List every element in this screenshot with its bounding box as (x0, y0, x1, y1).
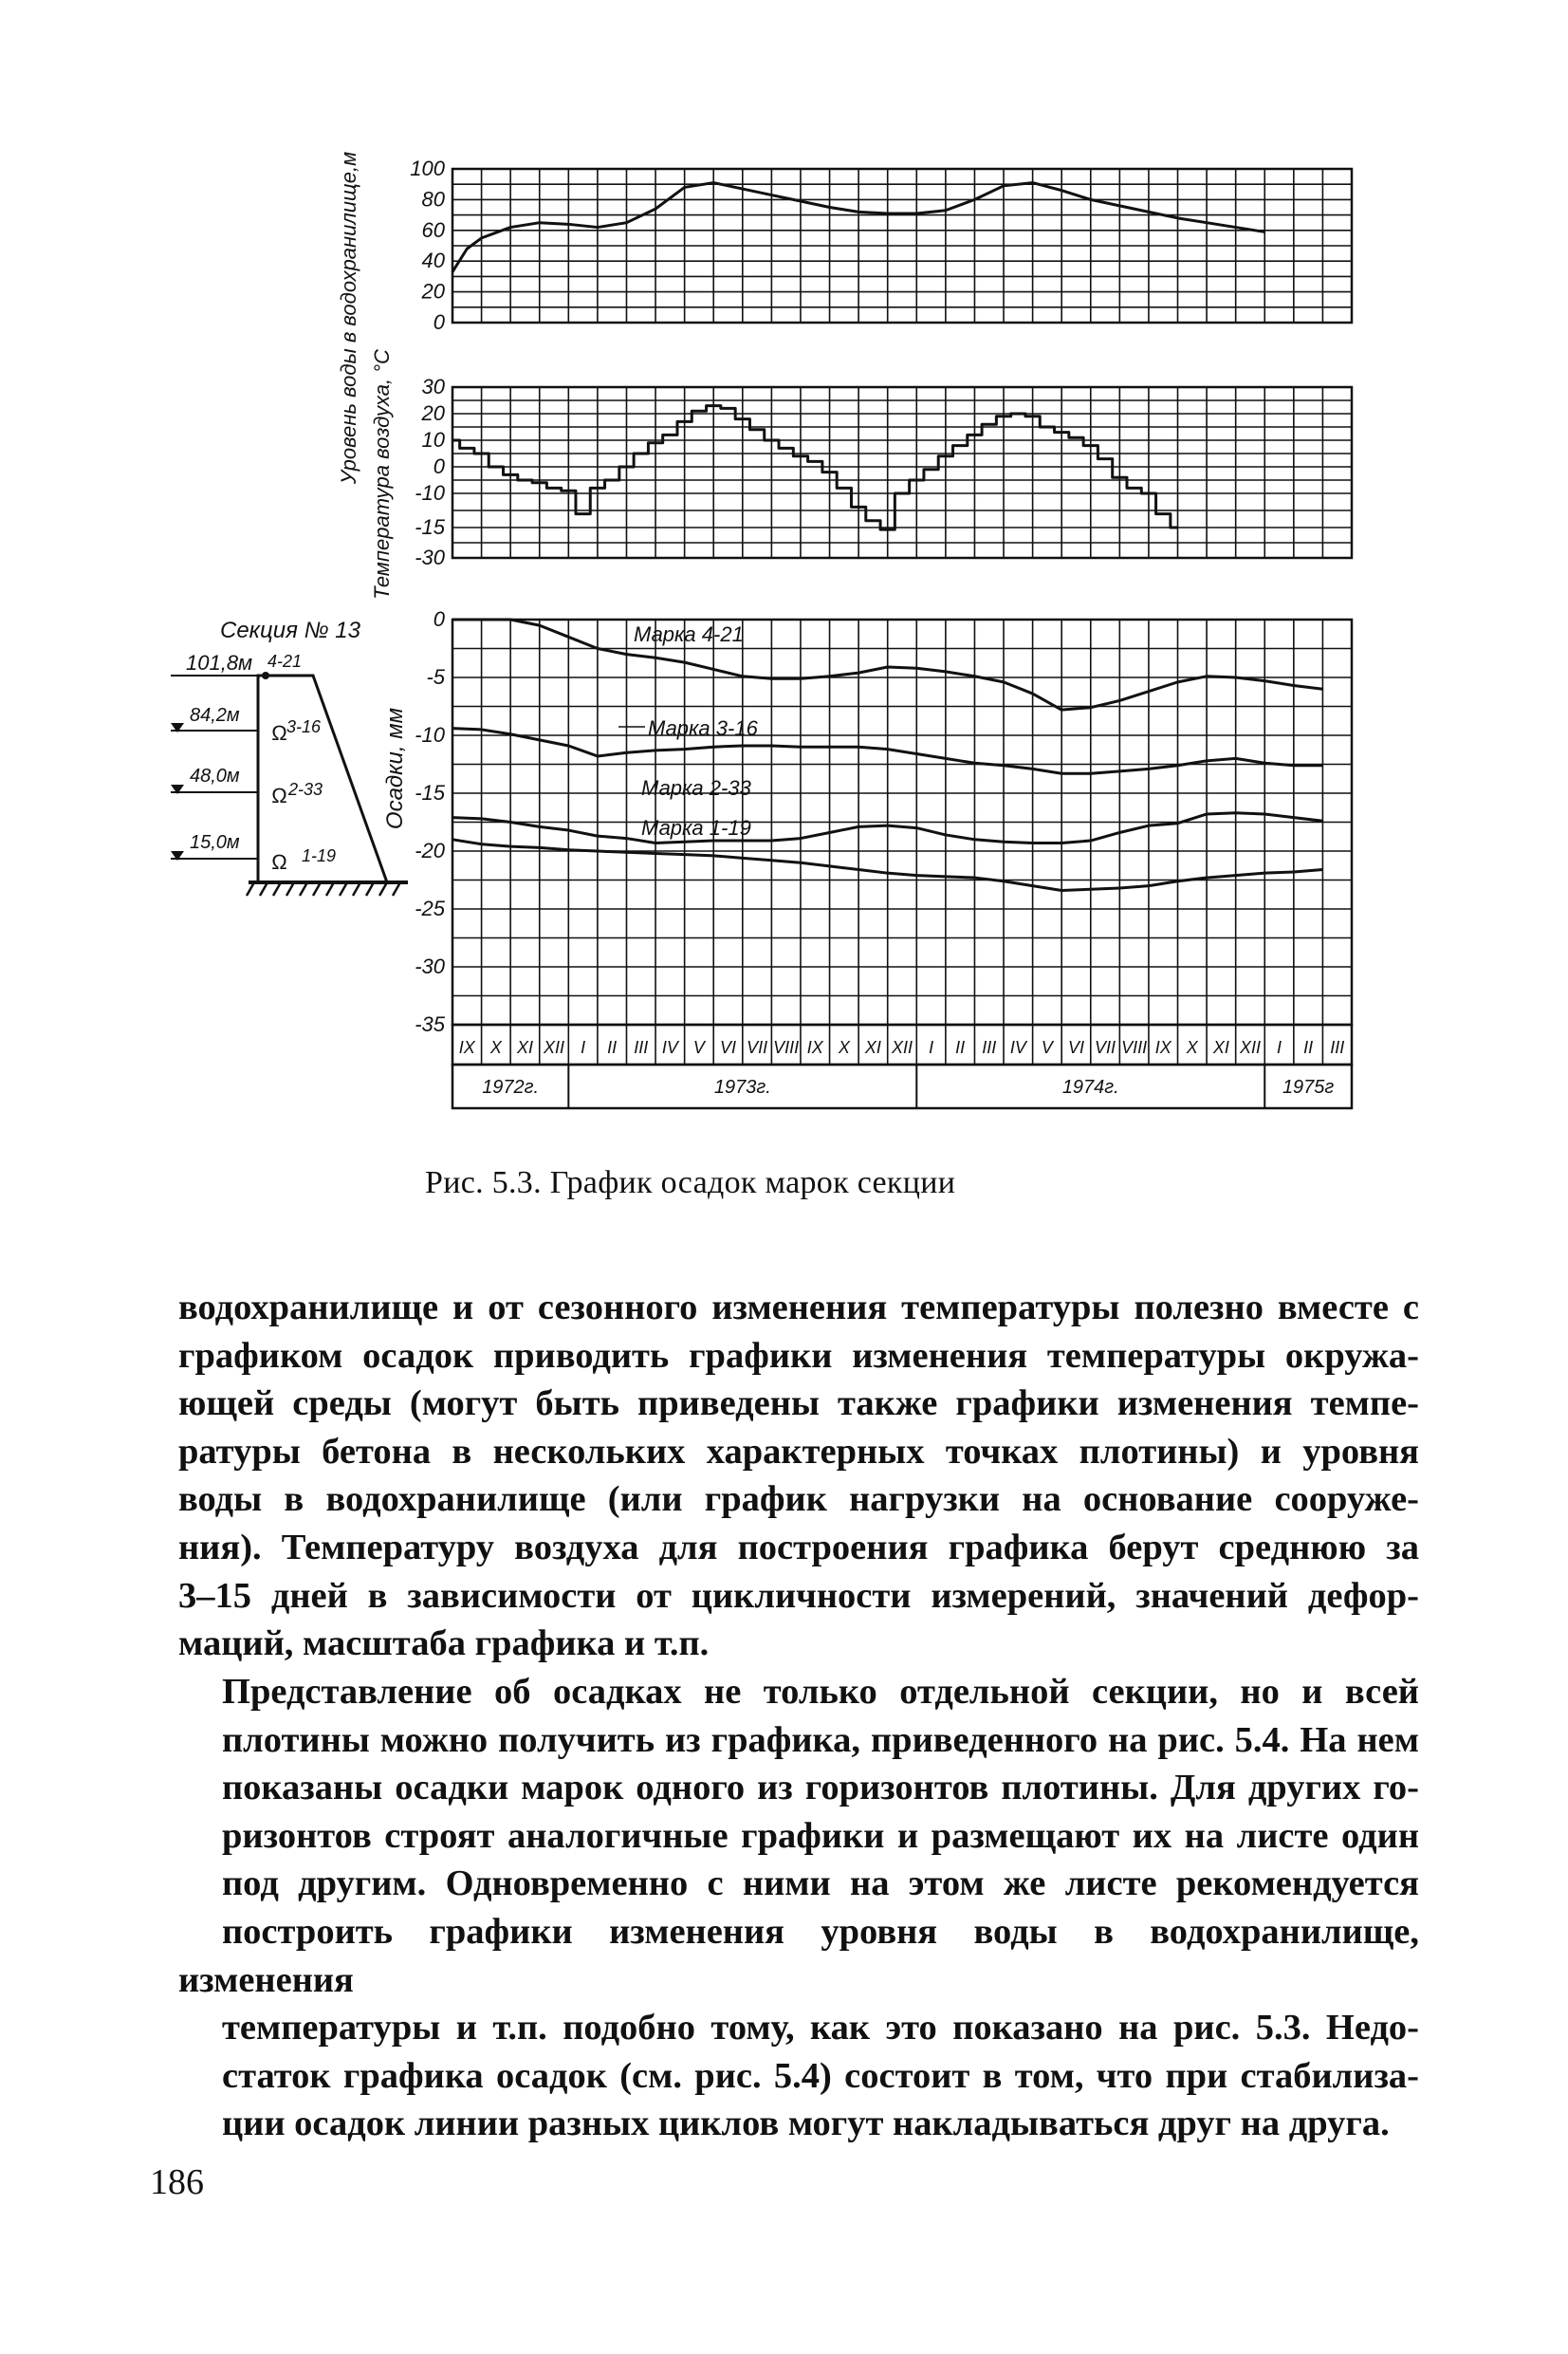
y-tick-label: 100 (410, 157, 445, 180)
panel-frame (452, 387, 1352, 558)
y-tick-label: -5 (426, 665, 445, 689)
text-line: водохранилище и от сезонного изменения температуры полезно вместе с (178, 1288, 1419, 1327)
mark-3-16 (171, 705, 322, 745)
text-line: воды в водохранилище (или график нагрузки на основание сооруже- (178, 1479, 1419, 1520)
paragraph-1 (178, 1284, 1419, 1668)
y-tick-label: 0 (433, 310, 445, 334)
month-label: II (1303, 1038, 1314, 1057)
text-line: ющей среды (могут быть приведены также графики изменения темпе- (178, 1383, 1419, 1424)
mark-symbol: Ω (271, 784, 287, 807)
y-tick-label: -30 (415, 955, 445, 978)
y-tick-label: -15 (415, 515, 445, 539)
month-label: IV (661, 1038, 678, 1057)
y-tick-label: -10 (415, 481, 445, 505)
month-label: X (838, 1038, 850, 1057)
y-tick-label: 60 (421, 217, 445, 242)
mark-elevation: 84,2м (190, 705, 240, 726)
text-line: показаны осадки марок одного из горизонтов плотины. Для других го- (222, 1768, 1419, 1808)
month-label: VII (747, 1038, 768, 1057)
month-label: I (1277, 1038, 1282, 1057)
year-label: 1973г. (713, 1077, 771, 1098)
curve-label: Марка 2-33 (641, 776, 751, 800)
month-label: III (634, 1038, 649, 1057)
curve-label: Марка 3-16 (648, 716, 758, 740)
month-label: XI (864, 1038, 881, 1057)
y-tick-label: -20 (415, 839, 445, 862)
hatch-stroke (379, 882, 387, 896)
page-number: 186 (150, 2162, 204, 2202)
y-tick-label: 20 (421, 279, 445, 304)
y-tick-label: 0 (433, 454, 445, 478)
month-label: VI (720, 1038, 737, 1057)
curve-label: Марка 4-21 (634, 622, 744, 646)
curve-label: Марка 1-19 (641, 816, 751, 840)
settlement-panel (415, 607, 1352, 1036)
month-label: IX (1154, 1038, 1171, 1057)
month-label: V (1041, 1038, 1053, 1057)
month-label: XII (891, 1038, 913, 1057)
temp-axis-label: Температура воздуха, °С (370, 349, 394, 600)
y-tick-label: 10 (421, 428, 445, 452)
hatch-stroke (247, 882, 254, 896)
air-temperature-panel (415, 375, 1352, 569)
y-tick-label: -10 (415, 723, 445, 747)
foundation-hatch (247, 882, 400, 896)
y-tick-label: 0 (433, 607, 445, 631)
hatch-stroke (393, 882, 400, 896)
hatch-stroke (326, 882, 334, 896)
month-label: III (1330, 1038, 1345, 1057)
month-label: XI (1212, 1038, 1229, 1057)
crest-elevation: 101,8м (186, 651, 253, 675)
mark-label: 2-33 (288, 780, 323, 799)
mark-2-33 (171, 766, 323, 807)
month-label: XII (544, 1038, 565, 1057)
month-label: XII (1239, 1038, 1261, 1057)
y-tick-label: -30 (415, 546, 445, 569)
month-label: X (1186, 1038, 1198, 1057)
dam-section-sketch (171, 618, 408, 896)
month-label: VI (1067, 1038, 1084, 1057)
hatch-stroke (366, 882, 374, 896)
mark-1-19 (171, 832, 336, 874)
month-label: VIII (773, 1038, 800, 1057)
hatch-stroke (313, 882, 321, 896)
text-line: плотины можно получить из графика, приведенного на рис. 5.4. На нем (222, 1719, 1419, 1760)
text-line: графиком осадок приводить графики изменения температуры окружа- (178, 1335, 1419, 1376)
hatch-stroke (353, 882, 360, 896)
text-line: ратуры бетона в нескольких характерных точках плотины) и уровня (178, 1431, 1419, 1472)
month-label: I (581, 1038, 586, 1057)
month-label: VIII (1121, 1038, 1148, 1057)
figure-5-3 (0, 0, 1568, 1158)
text-line: ризонтов строят аналогичные графики и размещают их на листе один (222, 1815, 1419, 1856)
mark-elevation: 15,0м (190, 832, 240, 853)
y-tick-label: 30 (421, 375, 445, 399)
hatch-stroke (273, 882, 281, 896)
text-line: температуры и т.п. подобно тому, как это показано на рис. 5.3. Недо- (222, 2008, 1419, 2048)
settle-axis-label: Осадки, мм (382, 707, 408, 830)
year-label: 1972г. (482, 1077, 540, 1098)
month-label: VII (1095, 1038, 1116, 1057)
text-line: построить графики изменения уровня воды в водохранилище, изменения (178, 1911, 1419, 2000)
hatch-stroke (286, 882, 294, 896)
month-label: II (955, 1038, 966, 1057)
year-row-frame (452, 1065, 1352, 1108)
month-label: V (692, 1038, 705, 1057)
text-line: под другим. Одновременно с ними на этом же листе рекомендуется (222, 1863, 1419, 1904)
text-line: ции осадок линии разных циклов могут накладываться друг на друга. (222, 2104, 1390, 2144)
hatch-stroke (260, 882, 267, 896)
section-title: Секция № 13 (220, 618, 360, 643)
mark-label: 1-19 (302, 846, 337, 865)
hatch-stroke (340, 882, 347, 896)
hatch-stroke (300, 882, 307, 896)
month-label: I (929, 1038, 934, 1057)
y-tick-label: 80 (421, 187, 445, 212)
y-tick-label: -15 (415, 781, 445, 805)
month-label: II (607, 1038, 618, 1057)
y-tick-label: -25 (415, 897, 445, 920)
year-label: 1974г. (1061, 1077, 1119, 1098)
paragraph-2 (178, 1668, 1419, 2148)
text-line: ния). Температуру воздуха для построения графика берут среднюю за (178, 1527, 1419, 1567)
y-tick-label: 20 (421, 401, 445, 425)
month-label: III (982, 1038, 997, 1057)
text-line: маций, масштаба графика и т.п. (178, 1623, 710, 1664)
month-label: IV (1009, 1038, 1026, 1057)
figure-caption: Рис. 5.3. График осадок марок секции (425, 1165, 956, 1200)
month-axis (452, 1025, 1352, 1065)
mark-symbol: Ω (271, 721, 287, 745)
year-axis (452, 1065, 1352, 1108)
mark-symbol: Ω (271, 850, 287, 874)
y-tick-label: 40 (421, 249, 445, 273)
month-label: XI (516, 1038, 533, 1057)
crest-mark-label: 4-21 (267, 652, 303, 671)
y-tick-label: -35 (415, 1012, 445, 1036)
text-line: 3–15 дней в зависимости от цикличности измерений, значений дефор- (178, 1575, 1419, 1616)
mark-label: 3-16 (286, 717, 322, 736)
text-line: статок графика осадок (см. рис. 5.4) состоит в том, что при стабилиза- (222, 2055, 1419, 2096)
month-label: IX (806, 1038, 823, 1057)
text-line: Представление об осадках не только отдельной секции, но и всей (222, 1672, 1419, 1712)
level-axis-label: Уровень воды в водохранилище,м (337, 151, 360, 485)
month-label: X (489, 1038, 502, 1057)
crest-mark-point (262, 672, 269, 679)
year-label: 1975г (1282, 1077, 1335, 1098)
month-label: IX (458, 1038, 475, 1057)
mark-elevation: 48,0м (190, 766, 240, 787)
water-level-panel (410, 157, 1352, 334)
